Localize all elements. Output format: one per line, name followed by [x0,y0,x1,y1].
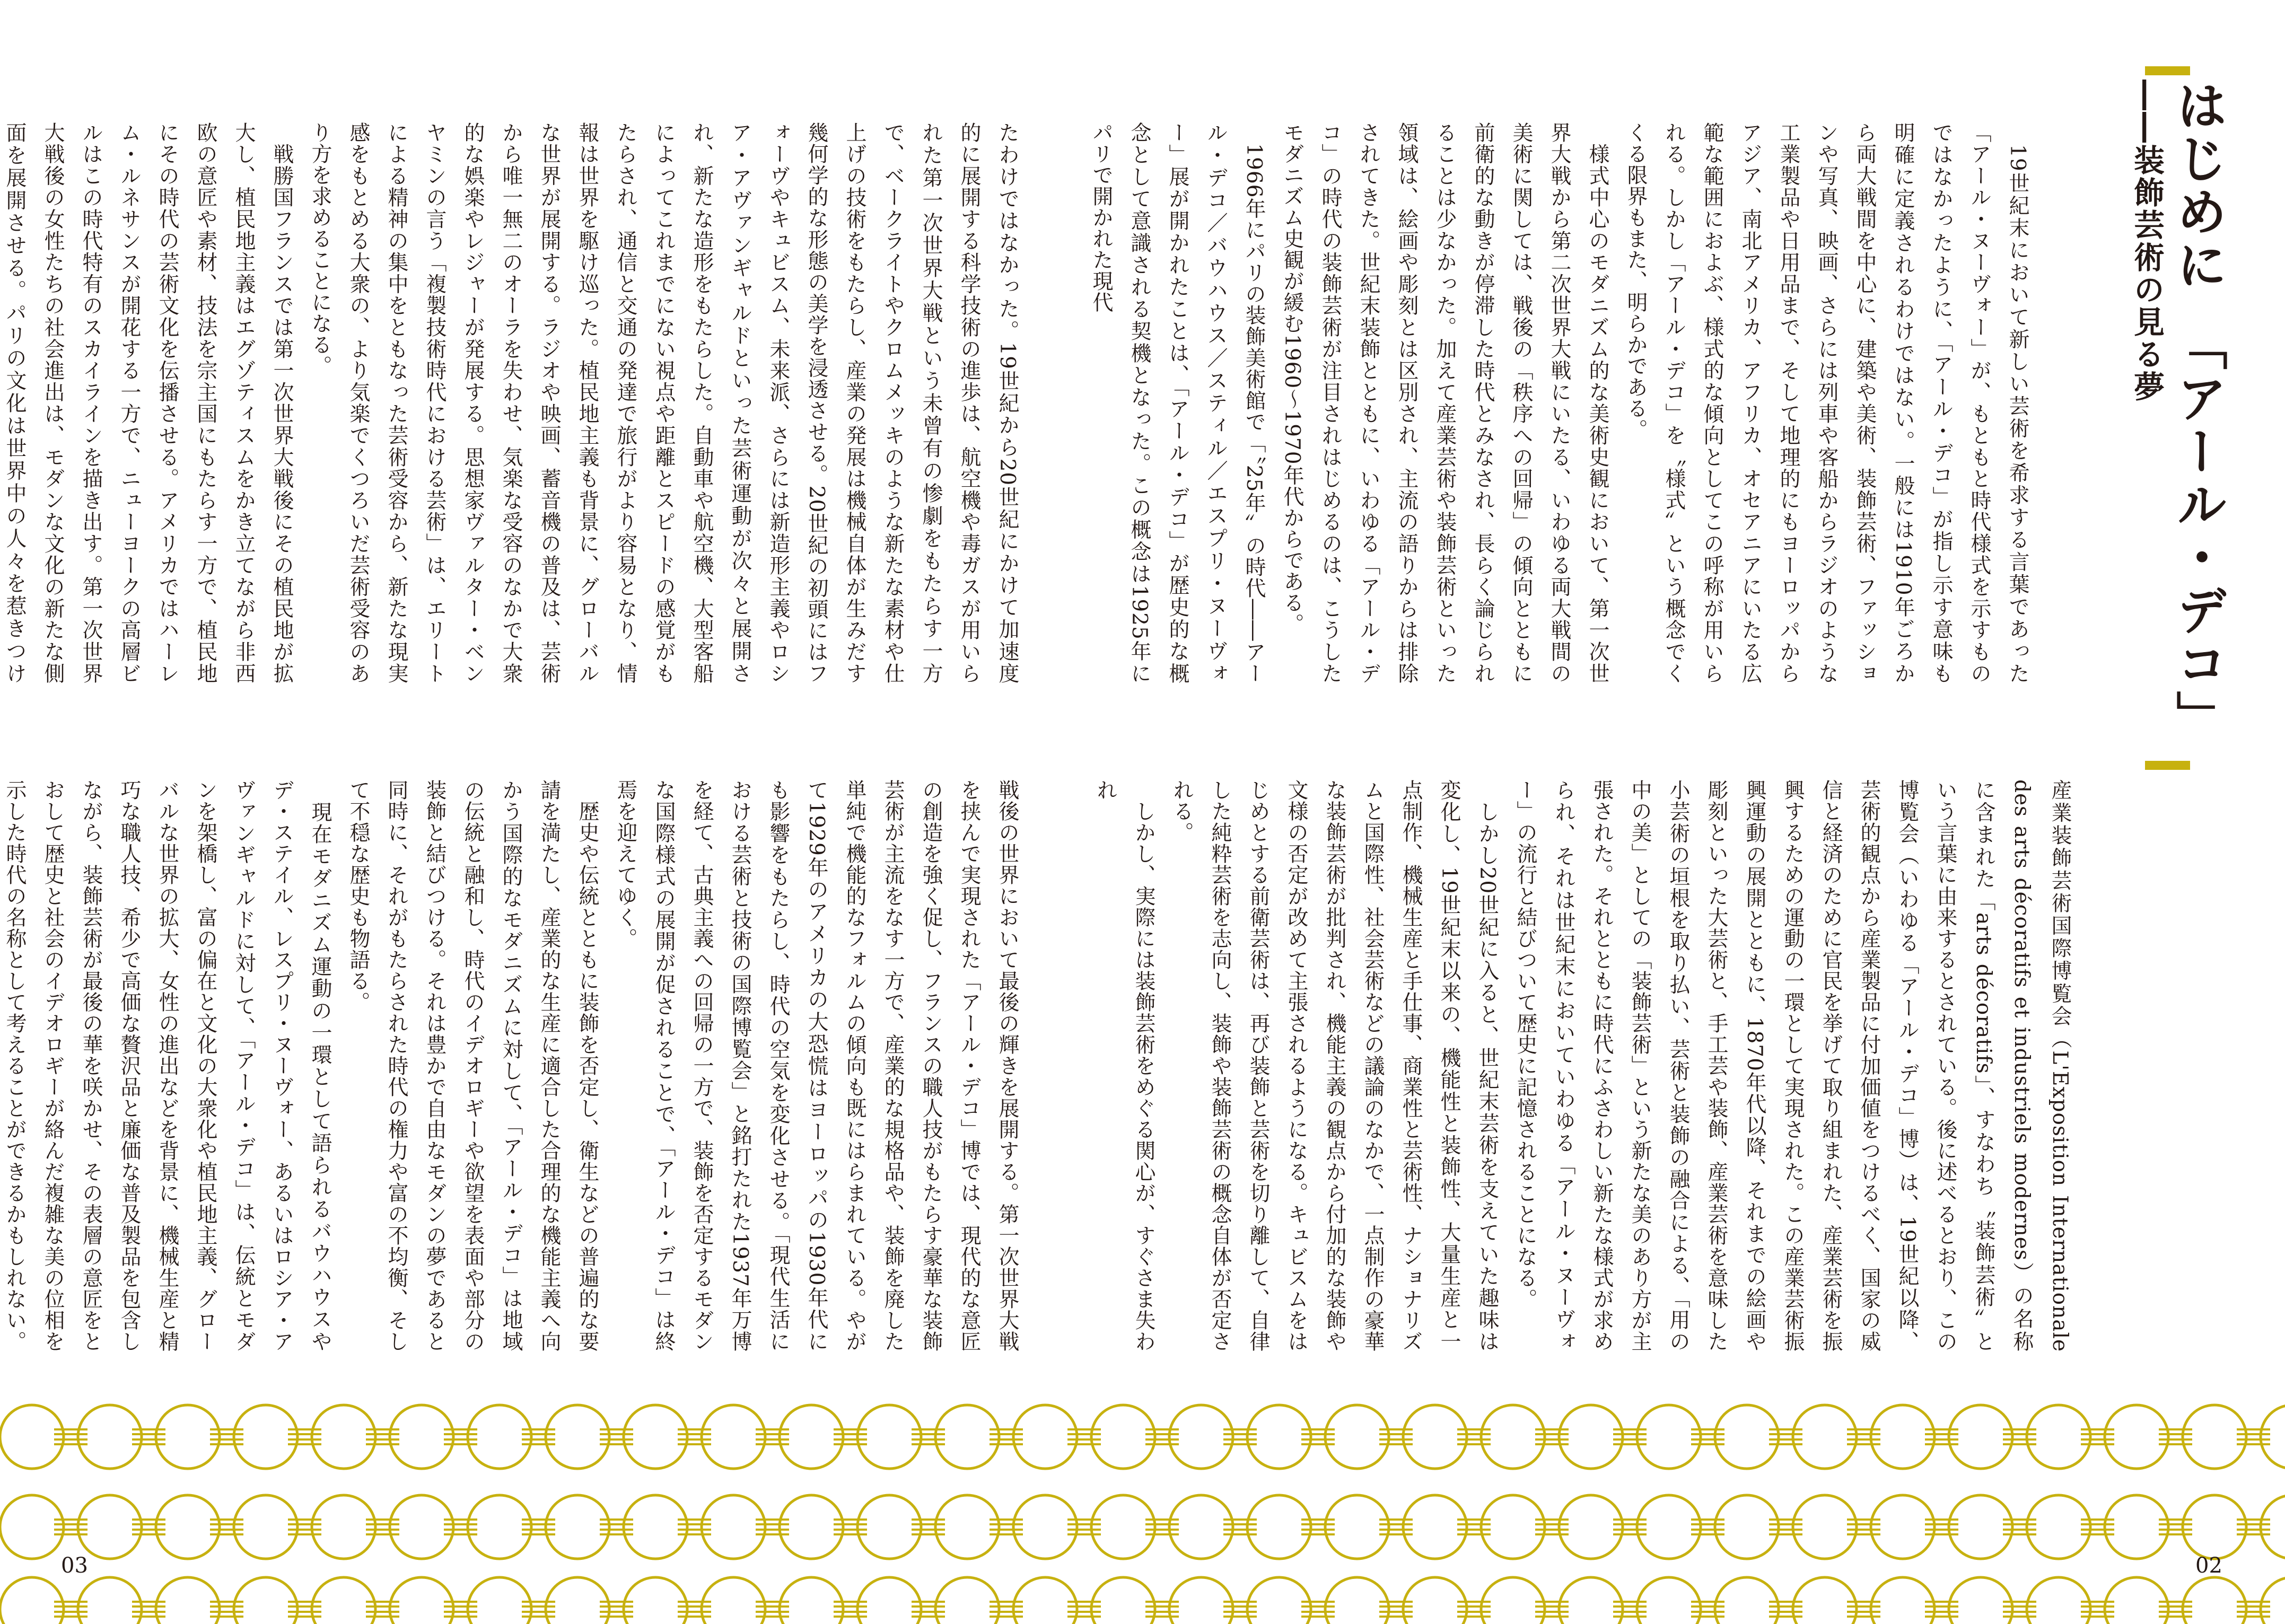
ring-ornament [390,1495,453,1559]
ring-ornament [1949,1405,2012,1469]
ring-ornament [1403,1405,1467,1469]
ring-ornament [1559,1405,1623,1469]
ring-ornament [2105,1405,2168,1469]
ring-ornament [0,1405,64,1469]
ring-ornament [1403,1495,1467,1559]
ring-ornament [156,1405,220,1469]
ring-ornament [935,1495,999,1559]
ring-ornament [1871,1495,1934,1559]
ring-ornament [2105,1495,2168,1559]
ring-ornament [312,1495,375,1559]
ring-ornament [1637,1405,1701,1469]
ring-ornament [624,1495,687,1559]
ring-ornament [935,1405,999,1469]
ring-ornament [2261,1405,2285,1469]
ring-ornament [468,1495,531,1559]
ring-ornament [78,1495,142,1559]
heading [2129,80,2228,743]
text-block-upper-left: たわけではなかった。19世紀から20世紀にかけて加速度的に展開する科学技術の進歩は、航空機や毒ガスが用いられた第一次世界大戦という未曾有の惨劇をもたらす一方で、ベークライトやクロムメッキのような新たな素材や仕上げの技術をもたらし、産業の発展は機械自体が生みだす幾何学的な形態の美学を浸透させる。20世紀の初頭にはフォーヴやキュビスム、未来派、さらには新造形主義やロシア・アヴァンギャルドといった芸術運動が次々と展開され、新たな造形をもたらした。自動車や航空機、大型客船によってこれまでにない視点や距離とスピードの感覚がもたらされ、通信と交通の発達で旅行がより容易となり、情報は世界を駆け巡った。植民地主義も背景に、グローバルな世界が展開する。ラジオや映画、蓄音機の普及は、芸術から唯一無二のオーラを失わせ、気楽な受容のなかで大衆的な娯楽やレジャーが発展する。思想家ヴァルター・ベンヤミンの言う「複製技術時代における芸術」は、エリートによる精神の集中をともなった芸術受容から、新たな現実感をもとめる大衆の、より気楽でくつろいだ芸術受容のあり方を求めることになる。 戦勝国フランスでは第一次世界大戦後にその植民地が拡大し、植民地主義はエグゾティスムをかき立てながら非西欧の意匠や素材、技法を宗主国にもたらす一方で、植民地にその時代の芸術文化を伝播させる。アメリカではハーレム・ルネサンスが開花する一方で、ニューヨークの高層ビルはこの時代特有のスカイラインを描き出す。第一次世界大戦後の女性たちの社会進出は、モダンな文化の新たな側面を展開させる。パリの文化は世界中の人々を惹きつけ [3,122,1019,684]
ring-ornament [1169,1495,1233,1559]
page-title: はじめに 「アール・デコ」 [2168,80,2228,743]
ring-ornament [2027,1405,2090,1469]
ring-ornament [156,1495,220,1559]
ring-ornament [390,1405,453,1469]
ring-ornament [234,1405,297,1469]
ring-ornament [546,1495,609,1559]
ring-ornament [1091,1495,1155,1559]
ring-ornament [1325,1495,1389,1559]
ring-ornament [1559,1495,1623,1559]
page-number-right: 02 [2195,1553,2222,1578]
ring-ornament [857,1405,921,1469]
ring-ornament [1481,1495,1545,1559]
ring-ornament [624,1405,687,1469]
decorative-ring-pattern [0,1384,2285,1624]
ring-ornament [1793,1405,1857,1469]
ring-ornament [1715,1495,1779,1559]
page-number-left: 03 [61,1553,88,1578]
ring-ornament [1325,1405,1389,1469]
ring-ornament [780,1405,843,1469]
ring-ornament [702,1405,765,1469]
ring-ornament [1013,1495,1077,1559]
ring-ornament [468,1405,531,1469]
accent-bar-top [2145,66,2190,75]
ring-ornament [312,1405,375,1469]
ring-ornament [1481,1405,1545,1469]
ring-ornament [1247,1405,1311,1469]
text-block-lower-left: 戦後の世界において最後の輝きを展開する。第一次世界大戦を挟んで実現された「アール・デコ」博では、現代的な意匠の創造を強く促し、フランスの職人技がもたらす豪華な装飾芸術が主流をなす一方で、産業的な規格品や、装飾を廃した単純で機能的なフォルムの傾向も既にはらまれている。やがて1929年のアメリカの大恐慌はヨーロッパの1930年代にも影響をもたらし、時代の空気を変化させる。「現代生活における芸術と技術の国際博覧会」と銘打たれた1937年万博を経て、古典主義への回帰の一方で、装飾を否定するモダンな国際様式の展開が促されることで、「アール・デコ」は終焉を迎えてゆく。 歴史や伝統とともに装飾を否定し、衛生などの普遍的な要請を満たし、産業的な生産に適合した合理的な機能主義へ向かう国際的なモダニズムに対して、「アール・デコ」は地域の伝統と融和し、時代のイデオロギーや欲望を表面や部分の装飾と結びつける。それは豊かで自由なモダンの夢であると同時に、それがもたらされた時代の権力や富の不均衡、そして不穏な歴史も物語る。 現在モダニズム運動の一環として語られるバウハウスやデ・ステイル、レスプリ・ヌーヴォー、あるいはロシア・アヴァンギャルドに対して、「アール・デコ」は、伝統とモダンを架橋し、富の偏在と文化の大衆化や植民地主義、グローバルな世界の拡大、女性の進出などを背景に、機械生産と精巧な職人技、希少で高価な贅沢品と廉価な普及製品を包含しながら、装飾芸術が最後の華を咲かせ、その表層の意匠をとおして歴史と社会のイデオロギーが絡んだ複雑な美の位相を示した時代の名称として考えることができるかもしれない。 [3,779,1019,1352]
ring-ornament [2183,1495,2246,1559]
ring-ornament [1637,1495,1701,1559]
ring-ornament [2183,1405,2246,1469]
ring-ornament [780,1495,843,1559]
ring-ornament [1013,1405,1077,1469]
page-subtitle: ――装飾芸術の見る夢 [2129,80,2165,403]
ring-ornament [1793,1495,1857,1559]
ring-ornament [1091,1405,1155,1469]
ring-ornament [78,1405,142,1469]
ring-ornament [0,1495,64,1559]
ring-ornament [1247,1495,1311,1559]
text-block-upper-right: 19世紀末において新しい芸術を希求する言葉であった「アール・ヌーヴォー」が、もともと時代様式を示すものではなかったように、「アール・デコ」が指し示す意味も明確に定義されるわけではない。一般には1910年ごろから両大戦間を中心に、建築や美術、装飾芸術、ファッションや写真、映画、さらには列車や客船からラジオのような工業製品や日用品まで、そして地理的にもヨーロッパからアジア、南北アメリカ、アフリカ、オセアニアにいたる広範な範囲におよぶ、様式的な傾向としてこの呼称が用いられる。しかし「アール・デコ」を〝様式〟という概念でくくる限界もまた、明らかである。 様式中心のモダニズム的な美術史観において、第一次世界大戦から第二次世界大戦にいたる、いわゆる両大戦間の美術に関しては、戦後の「秩序への回帰」の傾向とともに前衛的な動きが停滞した時代とみなされ、長らく論じられることは少なかった。加えて産業芸術や装飾芸術といった領域は、絵画や彫刻とは区別され、主流の語りからは排除されてきた。世紀末装飾とともに、いわゆる「アール・デコ」の時代の装飾芸術が注目されはじめるのは、こうしたモダニズム史観が緩む1960～1970年代からである。 1966年にパリの装飾美術館で「〝25年〟の時代――アール・デコ／バウハウス／スティル／エスプリ・ヌーヴォー」展が開かれたことは、「アール・デコ」が歴史的な概念として意識される契機となった。この概念は1925年にパリで開かれた現代 [1089,122,2029,684]
ring-ornament [2261,1495,2285,1559]
ring-ornament [2027,1495,2090,1559]
ring-ornament [234,1495,297,1559]
ring-ornament [1871,1405,1934,1469]
text-block-lower-right: 産業装飾芸術国際博覧会（L'Exposition Internationale des arts décoratifs et industriels modernes）の名称に含まれた「arts décoratifs」、すなわち〝装飾芸術〟という言葉に由来するとされている。後に述べるとおり、この博覧会（いわゆる「アール・デコ」博）は、19世紀以降、芸術的観点から産業製品に付加価値をつけるべく、国家の威信と経済のために官民を挙げて取り組まれた、産業芸術を振興するための運動の一環として実現された。この産業芸術振興運動の展開とともに、1870年代以降、それまでの絵画や彫刻といった大芸術と、手工芸や装飾、産業芸術を意味した小芸術の垣根を取り払い、芸術と装飾の融合による、「用の中の美」としての「装飾芸術」という新たな美のあり方が主張された。それとともに時代にふさわしい新たな様式が求められ、それは世紀末においていわゆる「アール・ヌーヴォー」の流行と結びついて歴史に記憶されることになる。 しかし20世紀に入ると、世紀末芸術を支えていた趣味は変化し、19世紀末以来の、機能性と装飾性、大量生産と一点制作、機械生産と手仕事、商業性と芸術性、ナショナリズムと国際性、社会芸術などの議論のなかで、一点制作の豪華な装飾芸術が批判され、機能主義の観点から付加的な装飾や文様の否定が改めて主張されるようになる。キュビスムをはじめとする前衛芸術は、再び装飾と芸術を切り離して、自律した純粋芸術を志向し、装飾や装飾芸術の概念自体が否定される。 しかし、実際には装飾芸術をめぐる関心が、すぐさま失われ [1093,779,2072,1352]
ring-ornament [857,1495,921,1559]
accent-bar-bottom [2145,761,2190,770]
ring-ornament [702,1495,765,1559]
ring-ornament [546,1405,609,1469]
ring-ornament [1949,1495,2012,1559]
ring-ornament [1169,1405,1233,1469]
ring-ornament [1715,1405,1779,1469]
